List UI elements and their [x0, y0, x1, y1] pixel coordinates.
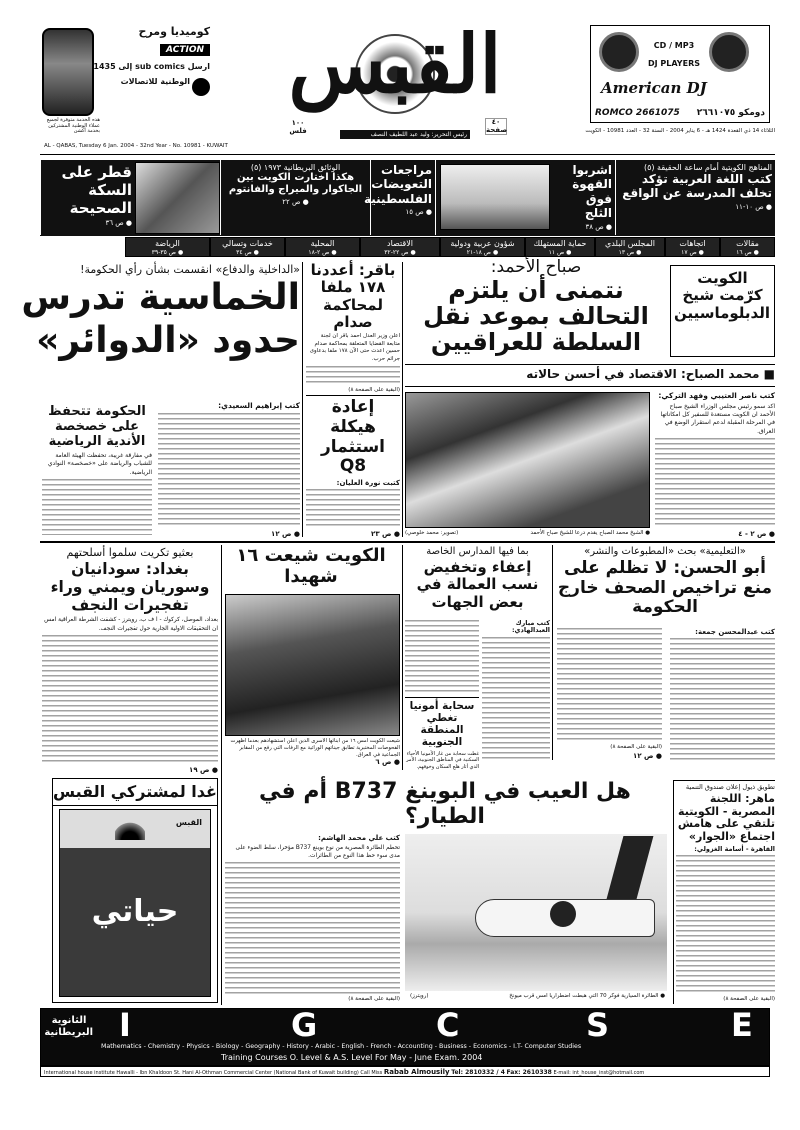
funeral-photo — [225, 594, 400, 736]
najaf-page-ref[interactable]: ● ص ١٩ — [189, 766, 218, 774]
promo-box[interactable] — [52, 778, 218, 1003]
column-rule-5 — [221, 545, 222, 1005]
ammonia-intro: غطت سحابة من غاز الأمونيا الأحياء السكنية في المناطق الجنوبية، الأمر الذي أثار هلع السكان وخوفهم. — [406, 750, 479, 770]
ad-training: Training Courses O. Level & A.S. Level For May - June Exam. 2004 — [221, 1053, 483, 1062]
section-consumer[interactable]: حماية المستهلك ● ص ١١ — [525, 237, 595, 257]
najaf-kicker: بعثيو تكريت سلموا أسلحتهم — [66, 546, 194, 559]
ad-letter-e: E — [731, 1006, 753, 1044]
lead-body-text — [655, 438, 775, 528]
q8-page-ref[interactable]: ● ص ٢٣ — [371, 530, 400, 538]
lead-photo — [405, 392, 650, 528]
action-badge: ACTION — [160, 44, 210, 56]
section-divider — [40, 541, 775, 543]
najaf-body-text — [42, 635, 218, 764]
ad-arabic: الثانوية البريطانية — [44, 1015, 93, 1038]
licenses-body-right — [670, 638, 775, 760]
districts-headline-1[interactable]: الخماسية تدرس — [21, 277, 300, 319]
logo-text: القبس — [288, 17, 502, 111]
baqer-rule — [306, 395, 400, 396]
promo-title: غدا لمشتركي القبس — [53, 779, 217, 806]
martyrs-caption: شيعت الكويت امس ١٦ من ابنائها الاسرى الذين اعلن استشهادهم بعدما اظهرت الفحوصات المختبرية تطابق جيناتهم الوراثية مع الرفات التي رفع من المقابر الجماعية في العراق. — [230, 738, 400, 758]
phone-image — [42, 28, 94, 116]
ad-line2: DJ PLAYERS — [648, 59, 700, 68]
turntable-right-icon — [709, 32, 749, 72]
teaser-band — [40, 160, 775, 236]
labor-body-left — [405, 620, 479, 695]
clubs-intro: في مفارقة غريبة، تحفظت الهيئة العامة للشباب والرياضة على «خصخصة» النوادي الرياضية. — [47, 451, 152, 476]
section-economy[interactable]: الاقتصاد ● ص ٢٢-٣٢ — [360, 237, 440, 257]
pages-unit: صفحة — [486, 125, 508, 134]
lead-head-group — [405, 258, 667, 355]
q8-headline[interactable]: إعادة هيكلة استثمار Q8 — [321, 397, 385, 477]
masthead-rule — [40, 154, 775, 155]
boeing-caption: ● الطائرة السيارية فوكر 70 التي هبطت اضطراريا امس قرب ميونخ — [509, 993, 665, 999]
ad-email[interactable]: E-mail: int_house_inst@hotmail.com — [553, 1070, 645, 1076]
pages — [485, 118, 507, 135]
districts-head-group — [21, 263, 300, 361]
lead-rule — [405, 364, 775, 365]
boeing-text-column — [225, 834, 400, 1002]
boeing-body-text — [225, 862, 400, 994]
teaser-qatar[interactable]: قطر على السكة الصحيحة ● ص ٣٦ — [40, 160, 135, 235]
licenses-headline[interactable]: أبو الحسن: لا تظلم على منع تراخيص الصحف خارج الحكومة — [557, 558, 773, 618]
egypt-column — [676, 783, 775, 1002]
ad-brand: American DJ — [601, 79, 707, 97]
column-rule-4 — [402, 545, 403, 770]
clubs-headline[interactable]: الحكومة تتحفظ على خصخصة الأندية الرياضية — [48, 404, 146, 449]
egypt-kicker: تطويق ذيول إعلان صندوق التنمية — [685, 783, 775, 791]
lead-text-column — [655, 392, 775, 538]
plane-tail — [607, 836, 654, 899]
book-title: حياتي — [91, 894, 179, 929]
sun-emblem-icon — [115, 816, 145, 840]
editor-bar: رئيس التحرير: وليد عبد اللطيف النصف — [340, 130, 470, 139]
lead-photo-credit: (تصوير: محمد خلوصي) — [405, 530, 459, 536]
clubs-column — [42, 405, 152, 535]
q8-body-text — [306, 489, 400, 528]
section-services[interactable]: خدمات وتسالي ● ص ٣٤ — [210, 237, 285, 257]
boeing-intro: تحطم الطائرة المصرية من نوع بوينغ B737 مؤخرا، سلط الضوء على مدى سوء حظ هذا النوع من الطائرات. — [235, 845, 400, 860]
ad-letter-c: C — [436, 1006, 460, 1044]
ammonia-headline[interactable]: سحابة أمونيا تغطي المنطقة الجنوبية — [405, 697, 479, 748]
lead-kicker: صباح الأحمد: — [490, 257, 582, 277]
dateline-en: AL - QABAS, Tuesday 6 Jan. 2004 - 32nd Year - No. 10981 - KUWAIT — [44, 143, 228, 149]
logo — [225, 17, 565, 114]
boeing-headline[interactable]: هل العيب في البوينغ B737 أم في الطيار؟ — [259, 779, 631, 830]
egypt-byline: القاهرة - أسامة الغزولي: — [694, 844, 775, 853]
ad-line1: CD / MP3 — [653, 41, 695, 50]
licenses-kicker: «التعليمية» بحث «المطبوعات والنشر» — [584, 546, 746, 557]
labor-headline[interactable]: إعفاء وتخفيض نسب العمالة في بعض الجهات — [416, 558, 539, 611]
baqer-continued[interactable]: (البقية على الصفحة ٨) — [348, 387, 400, 394]
lead-byline: كتب ناصر العتيبي وفهد التركي: — [658, 391, 775, 400]
martyrs-headline[interactable]: الكويت شيعت ١٦ شهيدا — [236, 545, 386, 587]
licenses-continued[interactable]: (البقية على الصفحة ٨) — [610, 744, 662, 750]
ad-subjects: Mathematics - Chemistry - Physics - Biology - Geography - History - Arabic - English - French - Accounting - Business - Economics - I.T- Computer Studies — [101, 1043, 582, 1050]
lead-caption: ● الشيخ محمد الصباح يقدم درعا للشيخ صباح الأحمد — [530, 530, 650, 536]
section-arab-intl[interactable]: شؤون عربية ودولية ● ص ١٨-٢١ — [440, 237, 525, 257]
licenses-head-group — [555, 546, 775, 618]
price — [283, 120, 313, 135]
boeing-continued[interactable]: (البقية على الصفحة ٨) — [348, 996, 400, 1002]
labor-column-right — [482, 620, 550, 760]
licenses-byline: كتب عبدالمحسن جمعة: — [695, 628, 775, 636]
najaf-headline[interactable]: بغداد: سودانيان وسوريان ويمني وراء تفجيرات النجف — [50, 560, 210, 614]
ad-sms: ارسل sub comics إلى 1435 — [93, 62, 210, 71]
dateline-ar: الثلاثاء 14 ذي القعدة 1424 هـ - 6 يناير 2004 - السنة 32 - العدد 10981 - الكويت — [585, 128, 775, 134]
snow-photo — [440, 164, 550, 230]
martyrs-caption-group — [225, 738, 400, 766]
right-ad[interactable] — [590, 25, 770, 123]
egypt-continued[interactable]: (البقية على الصفحة ٨) — [723, 996, 775, 1002]
egypt-headline[interactable]: ماهر: اللجنة المصرية - الكويتية تلتقي على هامش اجتماع «الجوار» — [677, 792, 775, 844]
districts-headline-2[interactable]: حدود «الدوائر» — [36, 319, 300, 361]
districts-page-ref[interactable]: ● ص ١٢ — [271, 530, 300, 538]
price-unit: فلس — [289, 126, 307, 135]
labor-byline: كتب مبارك العبدالهادي: — [511, 619, 550, 635]
licenses-body-left — [557, 628, 662, 742]
najaf-column — [42, 546, 218, 774]
section-local[interactable]: المحلية ● ص ٢-١٨ — [285, 237, 360, 257]
districts-kicker: «الداخلية والدفاع» انقسمت بشأن رأي الحكومة! — [80, 263, 300, 276]
ad-title: كوميديا ومرح — [138, 25, 210, 38]
labor-head-group — [405, 546, 550, 611]
ad-letter-s: S — [586, 1006, 610, 1044]
ad-brand: الوطنية للاتصالات — [120, 77, 190, 86]
baqer-body-text — [306, 366, 400, 386]
ad-contact-name: Rabab Almousily — [383, 1068, 450, 1076]
section-trends[interactable]: اتجاهات ● ص ١٧ — [665, 237, 720, 257]
book-cover — [59, 809, 211, 997]
districts-text-column — [158, 402, 300, 538]
pages-value: ٤٠ — [491, 118, 501, 126]
ad-phone: ROMCO 2661075 — [595, 108, 680, 118]
brand-logo-icon — [192, 78, 210, 96]
column-rule-3 — [552, 545, 553, 760]
q8-byline: كتبت نورة العليان: — [336, 478, 400, 487]
teaser-curriculum[interactable]: المناهج الكويتية أمام ساعة الحقيقة (٥) كتب اللغة العربية تؤكد تخلف المدرسة عن الواقع ● ص ١٠-١١ — [615, 160, 775, 235]
boeing-photo-credit: (رويترز) — [410, 993, 429, 999]
teaser-coffee[interactable]: اشربوا القهوة فوق الثلج ● ص ٣٨ — [435, 160, 615, 235]
districts-body-text — [158, 413, 300, 528]
labor-body-right — [482, 637, 550, 760]
ad-phone-ar: دومكو ٢٦٦١٠٧٥ — [696, 108, 765, 118]
left-ad[interactable] — [40, 22, 210, 132]
section-municipal[interactable]: المجلس البلدي ● ص ١٣ — [595, 237, 665, 257]
licenses-column-left — [557, 628, 662, 760]
lead-rule-2 — [405, 386, 775, 387]
labor-kicker: بما فيها المدارس الخاصة — [426, 546, 529, 557]
ad-address: International house institute Hawalli - Ibn Khaldoon St. Hani Al-Othman Commercial Center (National Bank of Kuwait building) Call Miss — [44, 1070, 383, 1076]
ad-note: هذه الخدمة متوفرة لجميع عملاء الوطنية المشتركين بخدمة أكشن — [46, 117, 100, 134]
section-sports[interactable]: الرياضة ● ص ٣٥-٣٩ — [125, 237, 210, 257]
ad-tel: Tel: 2810332 / 4 — [451, 1069, 505, 1076]
labor-column-left — [405, 620, 479, 770]
districts-byline: كتب إبراهيم السعيدي: — [218, 401, 300, 410]
book-brand: القبس — [175, 818, 202, 827]
licenses-column-right — [670, 628, 775, 760]
lead-headline[interactable]: نتمنى أن يلتزم التحالف بموعد نقل السلطة للعراقيين — [423, 275, 649, 356]
teaser-compensation[interactable]: مراجعات التعويضات الفلسطينية ● ص ١٥ — [370, 160, 435, 235]
lead-side-box[interactable]: الكويت كرّمت شيخ الدبلوماسيين — [670, 265, 775, 357]
lead-subhead: ■ محمد الصباح: الاقتصاد في أحسن حالاته — [526, 367, 775, 381]
lead-page-ref[interactable]: ● ص ٢ - ٤ — [738, 530, 775, 538]
najaf-intro: بغداد، الموصل، كركوك - ا ف ب، رويترز - كشفت الشرطة العراقية امس ان التحقيقات الاولية الجارية حول تفجيرات النجف. — [44, 617, 218, 632]
ad-footer — [40, 1066, 770, 1077]
licenses-page-ref[interactable]: ● ص ١٢ — [633, 752, 662, 760]
clubs-body-text — [42, 479, 152, 535]
igcse-ad[interactable] — [40, 1008, 770, 1066]
baqer-headline[interactable]: باقر: أعددنا ١٧٨ ملفا لمحاكمة صدام — [310, 261, 396, 331]
ad-letter-g: G — [291, 1006, 318, 1044]
martyrs-page-ref[interactable]: ● ص ٦ — [375, 758, 400, 767]
lead-intro: اكد سمو رئيس مجلس الوزراء الشيخ صباح الأحمد ان الكويت مستعدة للسفير كل امكاناتها في المرحلة المقبلة لدعم استقرار الوضع في العراق. — [660, 402, 775, 435]
baqer-q8-column — [306, 262, 400, 538]
column-rule — [402, 262, 403, 537]
section-muqalat[interactable]: مقالات ● ص ١٦ — [720, 237, 775, 257]
plane-photo — [405, 834, 667, 991]
baqer-intro: اعلن وزير العدل احمد باقر ان لجنة متابعة القضايا المتعلقة بمحاكمة صدام حسين اعدت حتى الآن ١٧٨ ملفا بدعاوى جرائم حرب. — [309, 333, 400, 363]
egypt-body-text — [676, 855, 775, 994]
football-photo — [135, 162, 220, 234]
ad-fax: Fax: 2610338 — [506, 1069, 552, 1076]
boeing-byline: كتب علي محمد الهاشم: — [318, 834, 400, 842]
price-value: ١٠٠ — [291, 119, 305, 127]
plane-engine — [550, 901, 576, 927]
ad-letter-i: I — [119, 1006, 131, 1044]
teaser-british-docs[interactable]: الوثائق البريطانية ١٩٧٣ (٥) هكذا اختارت الكويت بين الجاكوار والميراج والفانتوم ● ص ٢٢ — [220, 160, 370, 235]
turntable-left-icon — [599, 32, 639, 72]
column-rule-2 — [302, 262, 303, 537]
